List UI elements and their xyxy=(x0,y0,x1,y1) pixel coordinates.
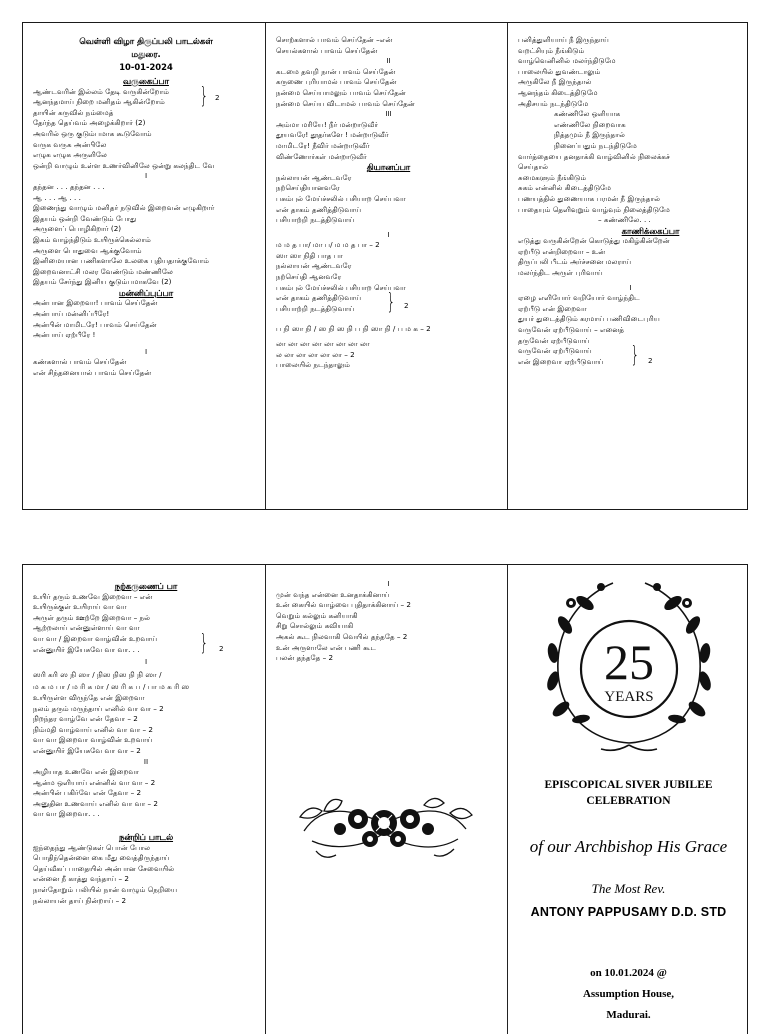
floral-ornament-icon xyxy=(294,781,474,865)
penitence-song-heading: மன்னிப்புப்பா xyxy=(118,287,174,298)
lyric-line: உயிர் தரும் உணவே இறைவா – என் xyxy=(33,591,153,601)
verse-number: I xyxy=(144,657,148,667)
lyric-line: வருவேன் ஏற்பீடுவாய் – எனைத் xyxy=(518,325,625,335)
lyric-line: பனித்துளியாய் நீ இருந்தாய் xyxy=(518,35,609,44)
lyric-line: உன் கையில் வாழ்வை புதிதாக்கினாய் – 2 xyxy=(276,600,411,610)
entrance-refrain-group xyxy=(33,83,259,109)
lyric-line: தருவேன் ஏற்பீடுவாய் xyxy=(518,335,590,345)
repeat-count: 2 xyxy=(215,92,220,102)
lyric-line: நிம்மதி வாழ்வாய் எனில் வா வா – 2 xyxy=(33,724,153,734)
event-city-line: Madurai. xyxy=(606,1009,651,1021)
communion-song-heading: நற்கருணைப் பா xyxy=(114,581,178,591)
lyric-line: பசும்புல் மேய்ச்சலில் பசியாற செய்பவா xyxy=(276,193,406,203)
lyric-line: சிறு சொல்லும் கவியாகி xyxy=(276,621,354,631)
lyric-line: உயிருக்குள் உயிராய் வா வா xyxy=(33,602,127,612)
lyric-line: இதயம் சேர்ந்து இனிய குடும்பமாகவே (2) xyxy=(33,277,172,287)
lyric-line: ல லா லா லா லா லா – 2 xyxy=(276,349,355,359)
lyric-line: கண்ணிலே ஒளியாக xyxy=(554,109,621,119)
lyric-line: வருக வருக அன்பிலே xyxy=(33,139,107,149)
lyric-line: இறைவனாட்சி மலர வேண்டும் மண்ணிலே xyxy=(33,266,173,276)
lyric-line: ஏற்பீடு என் இறைவா xyxy=(518,303,587,313)
repeat-brace: } xyxy=(199,83,209,109)
lyric-line: தாயின் கருவில் நம்மைத் xyxy=(33,107,114,117)
lyric-line: அருகிலே நீ இருந்தால் xyxy=(518,77,592,87)
lyric-line: இணைந்து வாழும் மனிதர் நடுவில் இறைவன் எழுகிறார் xyxy=(33,203,215,213)
lyric-line: நித்தமும் நீ இருந்தால் xyxy=(554,130,625,140)
event-date-venue xyxy=(508,963,748,1026)
lyric-line: நாள்தோறும் பலியில் நான் வாழும் நெறியை xyxy=(33,885,178,895)
lyric-line: பசியாற்றி நடத்திடுவாய் xyxy=(276,215,355,225)
sheet1-column-1 xyxy=(23,23,265,509)
lyric-line: அன்பின் மாமிடரே! பாவம் செய்தேன் xyxy=(33,319,157,329)
verse-number: I xyxy=(387,229,390,239)
lyric-line: நற்செய்தி ஆனவரே xyxy=(276,272,342,282)
lyric-line: ஆற்றலாய் என்னுள்ளாய் வா வா xyxy=(33,623,140,633)
lyric-line: தூயவரே! தூதர்களே ! மன்றாடுவீர் xyxy=(276,130,389,140)
swara-line: ம க ம பா / ம ரி க மா / ஸ ரி க ப / பா ம க ரி ஸ xyxy=(33,682,190,692)
lyric-line: பலன் தந்ததே – 2 xyxy=(276,653,334,663)
lyric-line: நினைப்பதும் நடந்திடுமே xyxy=(554,140,637,150)
meditation-song-heading: தியானப்பா xyxy=(366,162,411,173)
laurel-wreath-emblem-icon xyxy=(531,569,727,759)
lyric-line: பொதிந்தென்னை கை மீது வைத்திருந்தாய் xyxy=(33,853,170,863)
lyric-line: நல்லாயன் ஆண்டவரே xyxy=(276,261,352,271)
lyric-line: ஆனந்தம் கிடைத்திடுமே xyxy=(518,87,598,97)
lyric-line: இதயம் ஒன்றி வேண்டும் போது xyxy=(33,213,137,223)
emblem-years-label: YEARS xyxy=(604,689,654,705)
offertory-refrain-group xyxy=(518,343,743,369)
lyric-line: என் தாகம் தணித்திடுவாய் xyxy=(276,204,362,214)
lyric-line: என்னுயிர் இயேசுவே வா வா – 2 xyxy=(33,745,141,755)
lyric-line: அம்மா மரியே! நீர் மன்றாடுவீர் xyxy=(276,119,379,129)
lyric-line: என் இறைவா ஏற்பீடுவாய் xyxy=(518,356,604,366)
lyric-line: முன் வந்த என்னை உனதாக்கினாய் xyxy=(276,589,390,599)
verse-number: II xyxy=(386,56,391,66)
lyric-line: – கண்ணிலே. . . xyxy=(598,215,651,225)
jubilee-title-line: EPISCOPICAL SIVER JUBILEE xyxy=(544,779,713,791)
lyric-line: ஆனந்தமாய் நிறை மனிதம் ஆகின்றோம் xyxy=(33,97,165,107)
lyric-line: அழியாத உணவே என் இறைவா xyxy=(33,767,140,777)
lyric-line: வா வா இறைவா வாழ்வின் உறவாய் xyxy=(33,735,153,745)
thanksgiving-song-heading: நன்றிப் பாடல் xyxy=(118,832,174,843)
lyric-line: என் தாகம் தணித்திடுவாய் xyxy=(276,293,362,303)
lyric-line: வா வா இறைவா. . . xyxy=(33,809,100,819)
lyric-line: ஏற்பீடு என்றிறைவா – உன் xyxy=(518,246,606,256)
lyric-line: வருவேன் ஏற்பீடுவாய் xyxy=(518,346,592,356)
lyric-line: அன்பாய் மன்னிப்பீரே! xyxy=(33,309,110,319)
sheet1-column-2 xyxy=(265,23,507,509)
lyric-line: வார்த்தையை தனதாக்கி வாழ்வினில் நிலைக்கச் xyxy=(518,151,671,161)
lyric-line: துயர் துடைத்திடும் கரமாய் பணிவிடைபுரிய xyxy=(518,314,660,324)
lyric-line: எழுக எழுக அருளிலே xyxy=(33,150,108,160)
jubilee-title-line: CELEBRATION xyxy=(586,795,671,807)
lyric-line: நன்மை செய்யாமலும் பாவம் செய்தேன் xyxy=(276,87,406,97)
swara-line: ப நி ஸா நி / ஸ நி ஸ நி ப நி ஸா நி / ப ம க – 2 xyxy=(276,324,431,334)
lyric-line: ம ம த பா/ மா ப/ ம ம த பா – 2 xyxy=(276,240,380,250)
lyric-line: ஆண்டவரின் இல்லம் தேடி வருகின்றோம் xyxy=(33,86,169,96)
repeat-count: 2 xyxy=(219,643,224,653)
lyric-line: லா லா லா லா லா லா லா லா xyxy=(276,339,370,349)
page-sheet-1 xyxy=(22,22,748,510)
lyric-line: அனுதின உணவாய் எனில் வா வா – 2 xyxy=(33,798,158,808)
lyric-line: என்னுயிர் இயேசுவே வா வா. . . xyxy=(33,644,140,654)
lyric-line: திருப்பலி பீடம் அர்ச்சனை மலராய் xyxy=(518,257,632,267)
lyric-line: ஐந்தைந்து ஆண்டுகள் பொன் போல xyxy=(33,842,151,852)
lyric-line: ஏழை எளியோர் வறியோர் வாழ்ந்திட xyxy=(518,293,640,303)
lyric-line: ஆ . . . ஆ . . . xyxy=(33,192,81,202)
lyric-line: பாலையில் நடந்தாலும் xyxy=(276,360,351,370)
archbishop-line: of our Archbishop His Grace xyxy=(529,837,728,856)
repeat-brace: } xyxy=(386,290,396,316)
lyric-line: பசியாற்றி நடத்திடுவாய் xyxy=(276,303,355,313)
lyric-line: நலம் தரும் மருந்தாய் எனில் வா வா – 2 xyxy=(33,703,164,713)
lyric-line: எடுத்து வருகின்றேன் கொடுத்து மகிழ்கின்றேன் xyxy=(518,236,670,246)
lyric-line: நிறந்தர வாழ்வே என் தேவா – 2 xyxy=(33,714,138,724)
lyric-line: அன்பின் பகிர்வே என் தேவா – 2 xyxy=(33,788,142,798)
booklet-date: 10-01-2024 xyxy=(119,62,173,72)
jubilee-title xyxy=(508,777,748,809)
entrance-song-heading: வருகைப்பா xyxy=(123,76,169,86)
lyric-line: வறட்சியும் நீங்கிடும் xyxy=(518,45,585,55)
lyric-line: அன்பாய் ஏற்பீரே ! xyxy=(33,330,96,340)
lyric-line: பாதையும் தெளிவுறும் வாழ்வும் நிலைத்திடுமே xyxy=(518,204,670,214)
lyric-line: தேர்ந்த தெய்வம் அழைக்கிறார் (2) xyxy=(33,118,146,128)
meditation-refrain-group xyxy=(276,290,501,316)
lyric-line: பாலையில் துவண்டாலும் xyxy=(518,66,601,76)
offertory-song-heading: காணிக்கைப்பா xyxy=(621,225,680,236)
repeat-count: 2 xyxy=(404,301,409,311)
lyric-line: கருணை புரியாமல் பாவம் செய்தேன் xyxy=(276,77,397,87)
lyric-line: வெறும் கல்லும் கனியாகி xyxy=(276,610,358,620)
lyric-line: இகம் வாழ்ந்திடும் உயிருக்கெல்லாம் xyxy=(33,234,151,244)
lyric-line: அகல் கூட நிலவாகி வெயில் தந்ததே – 2 xyxy=(276,631,408,641)
lyric-line: செயல்களால் பாவம் செய்தேன் xyxy=(276,45,378,55)
verse-number: I xyxy=(144,171,148,181)
emblem-number: 25 xyxy=(604,634,654,690)
lyric-line: அருளை பொதுவை ஆக்குவோம் xyxy=(33,245,142,255)
lyric-line: தெய்வீகப் பாதையில் அன்பான சேவையில் xyxy=(33,863,175,873)
lyric-line: உன் அருளாலே என் பணி கூட xyxy=(276,642,377,652)
lyric-line: இனிமையான பணிகளாலே உலகை புதியதாக்குவோம் xyxy=(33,256,210,266)
booklet-city: மதுரை. xyxy=(131,49,161,59)
lyric-line: பணயத்தில் துணையாக பரமன் நீ இருந்தால் xyxy=(518,193,661,203)
lyric-line: உயிருள்ள விருந்தே என் இறைவா xyxy=(33,692,145,702)
lyric-line: தந்தன . . . தந்தன . . . xyxy=(33,181,105,191)
event-date-line: on 10.01.2024 @ xyxy=(590,967,667,979)
most-rev-line: The Most Rev. xyxy=(591,881,666,896)
lyric-line: ஒன்றி வாழும் உள்ள உணர்வினிலே ஒன்று கலந்திட வே xyxy=(33,160,215,170)
lyric-line: மாமிடரே! நீவிர் மன்றாடுவீர் xyxy=(276,140,370,150)
lyric-line: அன்பான இறைவா! பாவம் செய்தேன் xyxy=(33,298,158,308)
lyric-line: என் சிந்தனையால் பாவம் செய்தேன் xyxy=(33,368,152,378)
lyric-line: நற்செய்தியானவரே xyxy=(276,183,340,193)
lyric-line: அதிசயம் நடந்திடுமே xyxy=(518,98,589,108)
lyric-line: ஸா ஸா நிதி பாத பா xyxy=(276,250,343,260)
lyric-line: எண்ணிலே நிறைவாக xyxy=(554,119,626,129)
booklet-title: வெள்ளி விழா திருப்பலி பாடல்கள் xyxy=(79,36,213,46)
lyric-line: வாழ்வெனினில் மலர்ந்திடுமே xyxy=(518,56,616,66)
lyric-line: மலர்ந்திட அருள் புரிவாய் xyxy=(518,268,603,278)
lyric-line: கடமை தவறி நான் பாவம் செய்தேன் xyxy=(276,66,396,76)
lyric-line: அருளைப் பொழிகிறார் (2) xyxy=(33,224,122,234)
verse-number: I xyxy=(387,579,390,588)
repeat-brace: } xyxy=(199,630,209,656)
repeat-count: 2 xyxy=(648,356,653,366)
lyric-line: ஆன்ம ஒளியாய் என்னில் வா வா – 2 xyxy=(33,777,156,787)
communion-refrain-group xyxy=(33,630,259,656)
lyric-line: அவரில் ஒரு குடும்பமாக கூடுவோம் xyxy=(33,128,152,138)
archbishop-name: ANTONY PAPPUSAMY D.D. STD xyxy=(530,905,727,919)
lyric-line: அருள் தரும் ஊற்றே இறைவா – நல் xyxy=(33,612,151,622)
event-venue-line: Assumption House, xyxy=(582,988,675,1000)
lyric-line: சொற்களால் பாவம் செய்தேன் –என் xyxy=(276,35,393,44)
lyric-line: விண்ணோர்கள் மன்றாடுவீர் xyxy=(276,151,367,161)
lyric-line: சுமைகளும் நீங்கிடும் xyxy=(518,172,587,182)
lyric-line: சுகம் என்னில் கிடைத்திடுமே xyxy=(518,183,612,193)
lyric-line: என்னை நீ காத்து வந்தாய் – 2 xyxy=(33,874,129,884)
lyric-line: பசும்புல் மேய்ச்சலில் பசியாற செய்பவா xyxy=(276,282,406,292)
lyric-line: வா வா / இறைவா வாழ்வின் உறவாய் xyxy=(33,633,158,643)
lyric-line: நல்லாயன் ஆண்டவரே xyxy=(276,172,352,182)
lyric-line: நன்மை செய்ய விடாமல் பாவம் செய்தேன் xyxy=(276,98,415,108)
sheet2-column-2 xyxy=(265,565,507,1034)
sheet2-cover-panel xyxy=(507,565,748,1034)
page-sheet-2 xyxy=(22,564,748,1034)
swara-line: ஸரி கரி ஸ நி ஸா / நிஸ நிஸ நி நி ஸா / xyxy=(33,669,162,679)
verse-number: III xyxy=(385,109,392,119)
sheet2-column-1 xyxy=(23,565,265,1034)
lyric-line: கண்களால் பாவம் செய்தேன் xyxy=(33,357,127,367)
repeat-brace: } xyxy=(630,343,640,369)
verse-number: I xyxy=(144,346,148,356)
verse-number: II xyxy=(143,756,149,766)
sheet1-column-3 xyxy=(507,23,748,509)
verse-number: I xyxy=(629,282,632,292)
lyric-line: நல்லாயன் தாய் நின்றாய் – 2 xyxy=(33,895,127,905)
lyric-line: செய்தால் xyxy=(518,162,549,172)
